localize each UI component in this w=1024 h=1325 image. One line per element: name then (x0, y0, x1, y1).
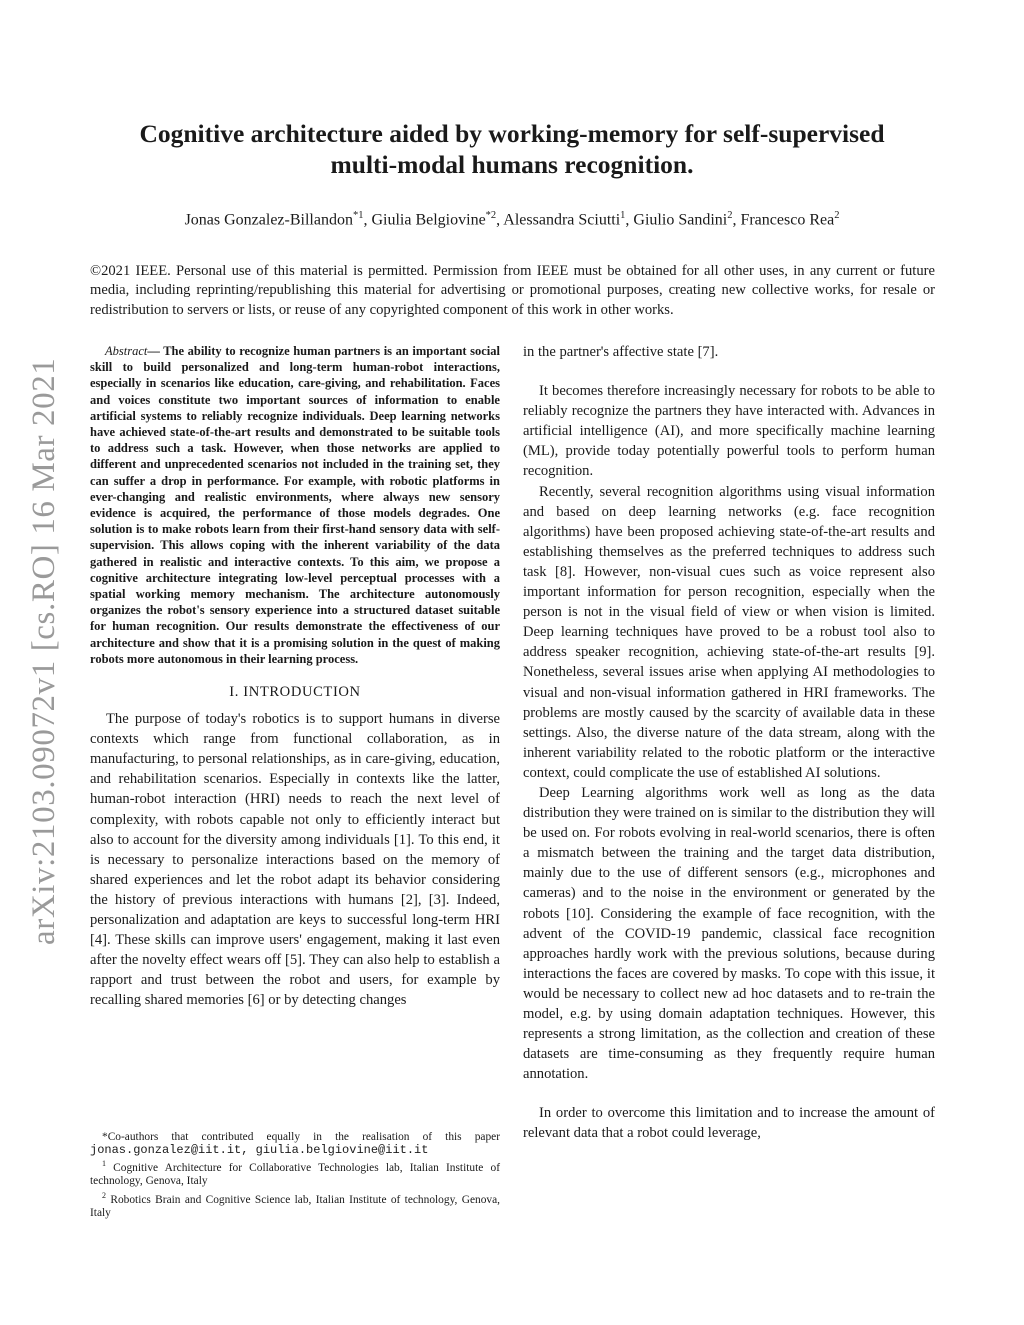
footnote-mark: 2 (102, 1190, 106, 1200)
footnotes (90, 1131, 500, 1220)
paper-title (90, 118, 934, 180)
abstract (90, 343, 500, 667)
author-name: Giulio Sandini (633, 211, 728, 229)
author-affiliation-mark: 1 (620, 210, 626, 221)
body-paragraph: It becomes therefore increasingly necessary for robots to be able to reliably recognize the partners they have interacted with. Advances in artificial intelligence (AI), and more specifically machine learning (ML), provide today potentially powerful tools to perform human recognition. (523, 383, 935, 480)
continuation-paragraph: in the partner's affective state [7]. (523, 344, 719, 360)
copyright-notice: ©2021 IEEE. Personal use of this material is permitted. Permission from IEEE must be obtained for all other uses, in any current or future media, including reprinting/republishing this material for advertising or promotional purposes, creating new collective works, for resale or redistribution to servers or lists, or reuse of any copyrighted component of this work in other works. (90, 263, 935, 318)
footnote-coauthors (90, 1131, 500, 1157)
body-paragraph: Deep Learning algorithms work well as long as the data distribution they were trained on is similar to the distribution they will be used on. For robots evolving in real-world scenarios, there is often a mismatch between the training and the target data distribution, mainly due to the use of different sensors (e.g., microphones and cameras) and to the noise in the environment or generated by the robots [10]. Considering the example of face recognition, with the advent of the COVID-19 pandemic, classical face recognition approaches hardly work with the previous solutions, because during interactions the faces are covered by masks. To cope with this issue, it would be necessary to collect new ad hoc datasets and to re-train the model, e.g. by using domain adaptation techniques. However, this represents a strong limitation, as the collection and creation of these datasets are time-consuming as they frequently require human annotation. (523, 784, 935, 1083)
section-heading-introduction: I. INTRODUCTION (229, 684, 361, 701)
author-name: Giulia Belgiovine (371, 211, 486, 229)
author-name: Alessandra Sciutti (503, 211, 621, 229)
title-line-1: Cognitive architecture aided by working-memory for self-supervised (139, 119, 885, 148)
footnote-affiliation-1 (90, 1157, 500, 1188)
footnote-text: Cognitive Architecture for Collaborative Technologies lab, Italian Institute of technology, Genova, Italy (90, 1162, 500, 1188)
footnote-text: Robotics Brain and Cognitive Science lab, Italian Institute of technology, Genova, Italy (90, 1193, 500, 1219)
footnote-affiliation-2 (90, 1189, 500, 1220)
left-column (90, 343, 500, 1010)
author-affiliation-mark: *1 (352, 210, 364, 221)
intro-paragraph: The purpose of today's robotics is to support humans in diverse contexts which range from functional collaboration, as in manufacturing, to personal relationships, as in care-giving, education, and rehabilitation scenarios. Especially in contexts like the latter, human-robot interaction (HRI) needs to reach the next level of complexity, with robots capable not only to efficiently interact but also to account for the diversity among individuals [1]. To this end, it is necessary to personalize interactions based on the memory of shared experiences and let the robot adapt its behavior considering the history of previous interactions with humans [2], [3]. Indeed, personalization and adaptation are keys to successful long-term HRI [4]. These skills can improve users' engagement, making it last even after the novelty effect wears off [5]. They can also help to establish a rapport and trust between the robot and users, for example by recalling shared memories [6] or by detecting changes (90, 711, 500, 1009)
author-list: Jonas Gonzalez-Billandon$^{*1}$, Giulia Belgiovine$^{*2}$, Alessandra Sciutti$^1$, Giulio Sandini$^2$, Francesco Rea$^2$ (184, 210, 840, 229)
author-affiliation-mark: 2 (727, 210, 733, 221)
body-paragraph: Recently, several recognition algorithms using visual information and based on deep learning networks (e.g. face recognition algorithms) have been proposed achieving state-of-the-art results and establishing themselves as the preferred techniques to address such task [8]. However, non-visual cues such as voice represent also important information for person recognition, especially when the person is not in the visual field of view or when vision is limited. Deep learning techniques have proved to be a robust tool also to address speaker recognition, achieving state-of-the-art results [9]. Nonetheless, several issues arise when applying AI methodologies to visual and non-visual information gathered in HRI frameworks. The problems are mostly caused by the scarcity of available data in these settings. Also, the diverse nature of the data stream, along with the inherent variability related to the robotic platform or the interactive context, could complicate the use of established AI solutions. (523, 483, 935, 781)
right-column (523, 342, 935, 1144)
footnote-coauthors-text: *Co-authors that contributed equally in the realisation of this paper (102, 1131, 500, 1143)
author-affiliation-mark: *2 (485, 210, 497, 221)
body-paragraph: In order to overcome this limitation and to increase the amount of relevant data that a robot could leverage, (523, 1105, 935, 1142)
title-line-2: multi-modal humans recognition. (330, 150, 694, 179)
arxiv-identifier: arXiv:2103.09072v1 [cs.RO] 16 Mar 2021 (26, 357, 62, 945)
author-affiliation-mark: 2 (834, 210, 840, 221)
footnote-emails: jonas.gonzalez@iit.it, giulia.belgiovine@iit.it (90, 1143, 429, 1158)
footnote-mark: 1 (102, 1159, 106, 1169)
abstract-text: — The ability to recognize human partners is an important social skill to build personalized and long-term human-robot interactions, especially in scenarios like education, care-giving, and rehabilitation. Faces and voices constitute two important sources of information to enable artificial systems to reliably recognize individuals. Deep learning networks have achieved state-of-the-art results and demonstrated to be suitable tools to address such a task. However, when those networks are applied to different and unprecedented scenarios not included in the training set, they can suffer a drop in performance. For example, with robotic platforms in ever-changing and realistic environments, where always new sensory evidence is acquired, the performance of those models degrades. One solution is to make robots learn from their first-hand sensory data with self-supervision. This allows coping with the inherent variability of the data gathered in realistic and interactive contexts. To this aim, we propose a cognitive architecture integrating low-level perceptual processes with a spatial working memory mechanism. The architecture autonomously organizes the robot's sensory experience into a structured dataset suitable for human recognition. Our results demonstrate the effectiveness of our architecture and show that it is a promising solution in the quest of making robots more autonomous in their learning process. (90, 344, 500, 666)
author-name: Francesco Rea (740, 211, 835, 229)
abstract-label: Abstract (105, 344, 148, 358)
author-name: Jonas Gonzalez-Billandon (184, 211, 353, 229)
